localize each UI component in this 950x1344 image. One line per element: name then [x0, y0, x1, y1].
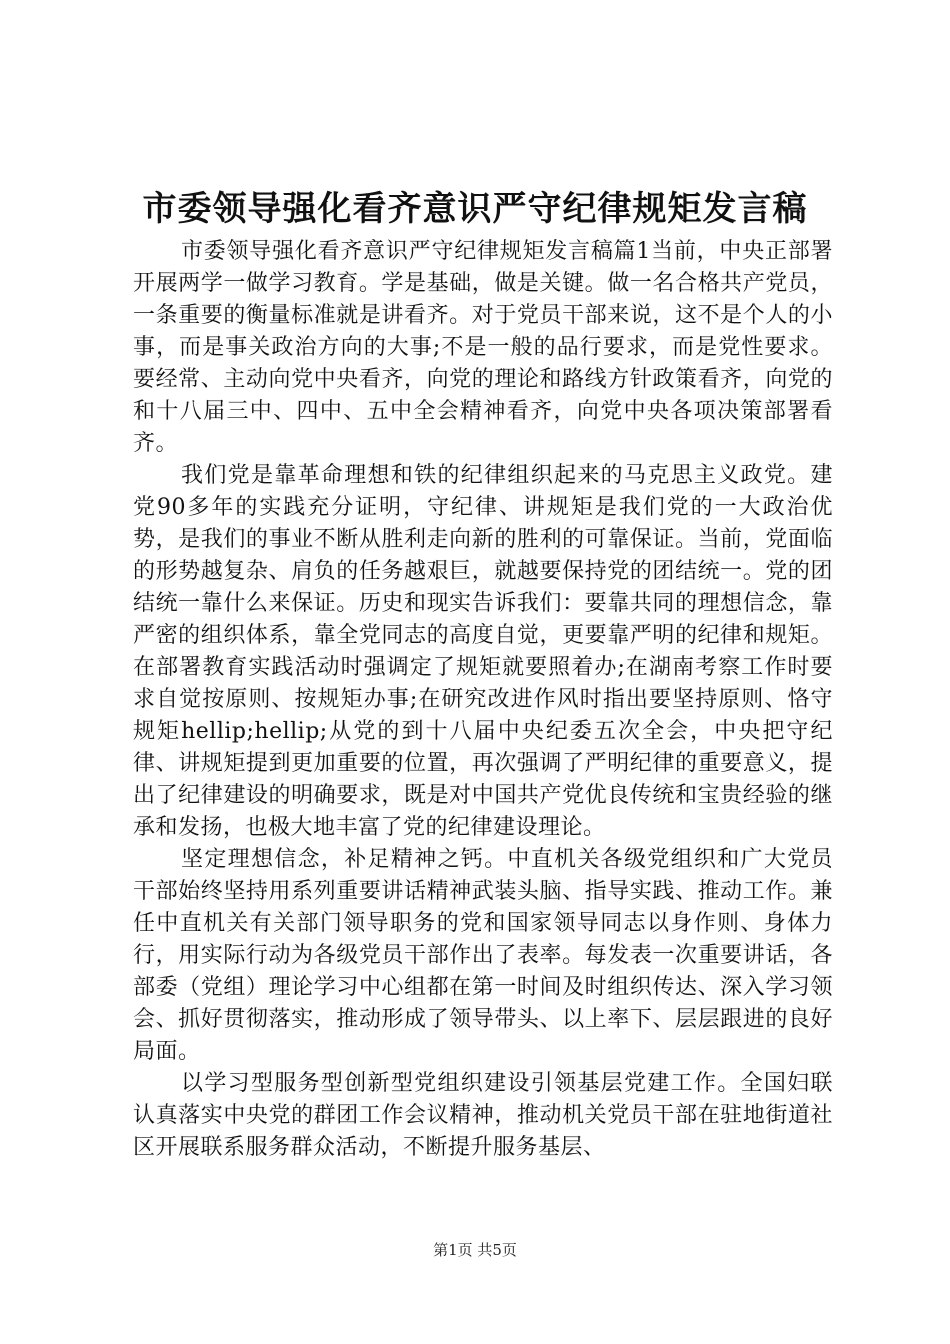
document-title: 市委领导强化看齐意识严守纪律规矩发言稿 [142, 189, 808, 229]
paragraph-2: 我们党是靠革命理想和铁的纪律组织起来的马克思主义政党。建党90多年的实践充分证明，守纪律、讲规矩是我们党的一大政治优势，是我们的事业不断从胜利走向新的胜利的可靠保证。当前，党面临的形势越复杂、肩负的任务越艰巨，就越要保持党的团结统一。党的团结统一靠什么来保证。历史和现实告诉我们：要靠共同的理想信念，靠严密的组织体系，靠全党同志的高度自觉，更要靠严明的纪律和规矩。在部署教育实践活动时强调定了规矩就要照着办;在湖南考察工作时要求自觉按原则、按规矩办事;在研究改进作风时指出要坚持原则、恪守规矩hellip;hellip;从党的到十八届中央纪委五次全会，中央把守纪律、讲规矩提到更加重要的位置，再次强调了严明纪律的重要意义，提出了纪律建设的明确要求，既是对中国共产党优良传统和宝贵经验的继承和发扬，也极大地丰富了党的纪律建设理论。 [133, 463, 833, 840]
page-number-footer: 第1页 共5页 [433, 1241, 517, 1259]
paragraph-1: 市委领导强化看齐意识严守纪律规矩发言稿篇1当前，中央正部署开展两学一做学习教育。学是基础，做是关键。做一名合格共产党员，一条重要的衡量标准就是讲看齐。对于党员干部来说，这不是个人的小事，而是事关政治方向的大事;不是一般的品行要求，而是党性要求。要经常、主动向党中央看齐，向党的理论和路线方针政策看齐，向党的和十八届三中、四中、五中全会精神看齐，向党中央各项决策部署看齐。 [133, 239, 833, 456]
paragraph-4: 以学习型服务型创新型党组织建设引领基层党建工作。全国妇联认真落实中央党的群团工作会议精神，推动机关党员干部在驻地街道社区开展联系服务群众活动，不断提升服务基层、 [133, 1071, 833, 1160]
document-body [133, 236, 833, 1164]
paragraph-3: 坚定理想信念，补足精神之钙。中直机关各级党组织和广大党员干部始终坚持用系列重要讲话精神武装头脑、指导实践、推动工作。兼任中直机关有关部门领导职务的党和国家领导同志以身作则、身体力行，用实际行动为各级党员干部作出了表率。每发表一次重要讲话，各部委（党组）理论学习中心组都在第一时间及时组织传达、深入学习领会、抓好贯彻落实，推动形成了领导带头、以上率下、层层跟进的良好局面。 [133, 847, 833, 1064]
